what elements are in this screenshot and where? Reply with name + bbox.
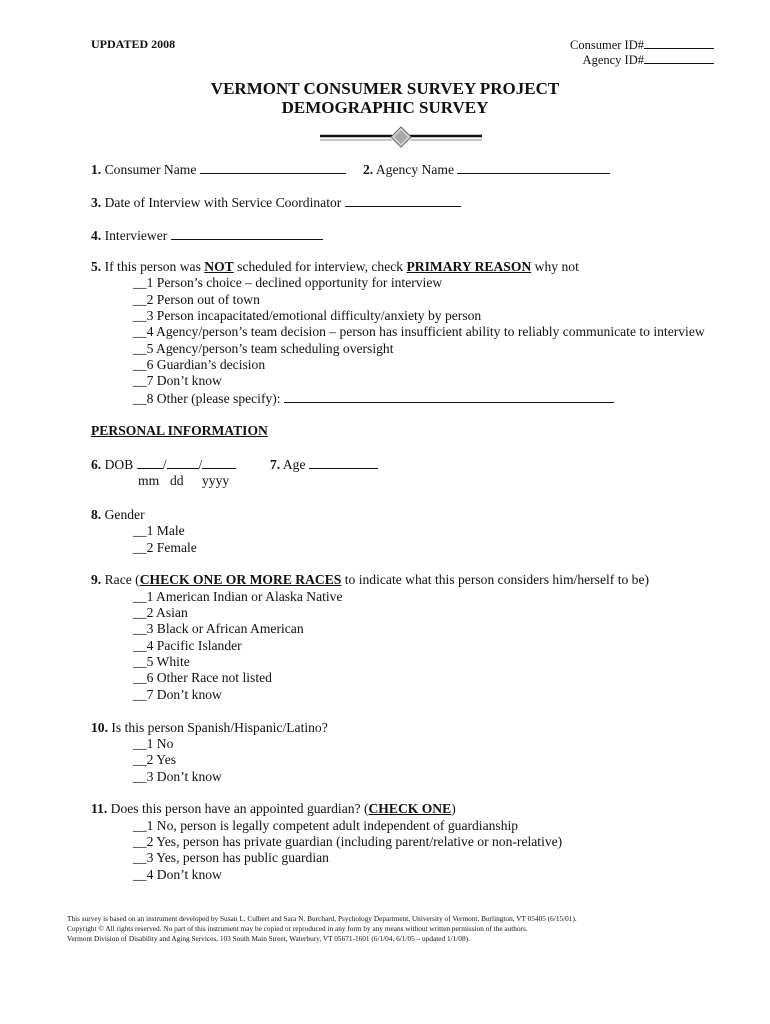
footer-line-3: Vermont Division of Disability and Aging Services, 103 South Main Street, Waterbury, VT 05671-1601 (6/1/04, 6/1/05 – updated 1/1/08). bbox=[67, 934, 470, 943]
q10-option-1[interactable]: __1 No bbox=[133, 736, 174, 751]
q11-text-pre: Does this person have an appointed guardian? ( bbox=[110, 801, 369, 816]
dob-dd-hint: dd bbox=[170, 473, 184, 488]
q9-number: 9. bbox=[91, 572, 102, 587]
q5-primary-reason-emphasis: PRIMARY REASON bbox=[406, 259, 532, 274]
q9-emphasis: CHECK ONE OR MORE RACES bbox=[139, 572, 342, 587]
q5-question bbox=[91, 259, 579, 275]
q10-number: 10. bbox=[91, 720, 108, 735]
q11-option-2[interactable]: __2 Yes, person has private guardian (including parent/relative or non-relative) bbox=[133, 834, 563, 849]
dob-mm-hint: mm bbox=[138, 473, 160, 488]
q2-label: Agency Name bbox=[375, 162, 454, 177]
q3-number: 3. bbox=[91, 195, 102, 210]
q5-number: 5. bbox=[91, 259, 102, 274]
updated-label: UPDATED 2008 bbox=[91, 37, 176, 51]
q3-label: Date of Interview with Service Coordinator bbox=[104, 195, 342, 210]
diamond-divider-icon bbox=[318, 126, 484, 148]
q9-option-2[interactable]: __2 Asian bbox=[133, 605, 188, 620]
q4-number: 4. bbox=[91, 228, 102, 243]
q11-emphasis: CHECK ONE bbox=[368, 801, 452, 816]
q5-text-pre: If this person was bbox=[104, 259, 205, 274]
q9-race bbox=[91, 572, 649, 588]
interview-date-line[interactable] bbox=[345, 194, 461, 207]
q5-option-8-label: __8 Other (please specify): bbox=[133, 391, 281, 406]
q10-hispanic bbox=[91, 720, 328, 736]
q9-option-4[interactable]: __4 Pacific Islander bbox=[133, 638, 242, 653]
q5-text-post: why not bbox=[531, 259, 579, 274]
personal-information-heading: PERSONAL INFORMATION bbox=[91, 423, 268, 438]
q10-option-3[interactable]: __3 Don’t know bbox=[133, 769, 222, 784]
q5-text-mid: scheduled for interview, check bbox=[233, 259, 407, 274]
q11-guardian bbox=[91, 801, 456, 817]
consumer-name-line[interactable] bbox=[200, 161, 346, 174]
q5-option-7[interactable]: __7 Don’t know bbox=[133, 373, 222, 388]
q8-option-2[interactable]: __2 Female bbox=[133, 540, 197, 555]
q5-option-1[interactable]: __1 Person’s choice – declined opportunity for interview bbox=[133, 275, 443, 290]
q8-option-1[interactable]: __1 Male bbox=[133, 523, 185, 538]
q11-option-1[interactable]: __1 No, person is legally competent adult independent of guardianship bbox=[133, 818, 519, 833]
interviewer-line[interactable] bbox=[171, 227, 323, 240]
q5-option-8[interactable] bbox=[133, 390, 614, 407]
q5-option-2[interactable]: __2 Person out of town bbox=[133, 292, 260, 307]
q9-text-pre: Race ( bbox=[104, 572, 140, 587]
q1-consumer-name bbox=[91, 161, 346, 178]
q6-dob bbox=[91, 456, 236, 473]
consumer-id-line[interactable] bbox=[644, 36, 714, 49]
dob-year-line[interactable] bbox=[202, 456, 236, 469]
q4-label: Interviewer bbox=[104, 228, 168, 243]
q8-number: 8. bbox=[91, 507, 102, 522]
q9-option-5[interactable]: __5 White bbox=[133, 654, 190, 669]
q4-interviewer bbox=[91, 227, 323, 244]
dob-day-line[interactable] bbox=[167, 456, 199, 469]
q9-text-post: to indicate what this person considers him/herself to be) bbox=[341, 572, 650, 587]
agency-id-label: Agency ID# bbox=[582, 53, 644, 67]
other-specify-line[interactable] bbox=[284, 390, 614, 403]
q1-label: Consumer Name bbox=[104, 162, 197, 177]
q11-number: 11. bbox=[91, 801, 108, 816]
consumer-id-label: Consumer ID# bbox=[570, 38, 644, 52]
dob-month-line[interactable] bbox=[137, 456, 163, 469]
q2-agency-name bbox=[363, 161, 610, 178]
q5-option-6[interactable]: __6 Guardian’s decision bbox=[133, 357, 266, 372]
q5-option-3[interactable]: __3 Person incapacitated/emotional difficulty/anxiety by person bbox=[133, 308, 482, 323]
q11-option-4[interactable]: __4 Don’t know bbox=[133, 867, 222, 882]
q5-option-5[interactable]: __5 Agency/person’s team scheduling oversight bbox=[133, 341, 394, 356]
q5-not-emphasis: NOT bbox=[204, 259, 234, 274]
q5-option-4[interactable]: __4 Agency/person’s team decision – person has insufficient ability to reliably communicate to interview bbox=[133, 324, 705, 339]
dob-separator-2: / bbox=[198, 457, 203, 472]
dob-separator-1: / bbox=[162, 457, 167, 472]
q8-label: Gender bbox=[104, 507, 145, 522]
q7-number: 7. bbox=[270, 457, 281, 472]
footer-line-2: Copyright © All rights reserved. No part of this instrument may be copied or reproduced in any form by any means without written permission of the authors. bbox=[67, 924, 528, 933]
q6-label: DOB bbox=[104, 457, 134, 472]
q8-gender bbox=[91, 507, 145, 523]
q7-age bbox=[270, 456, 378, 473]
q6-number: 6. bbox=[91, 457, 102, 472]
q1-number: 1. bbox=[91, 162, 102, 177]
age-line[interactable] bbox=[309, 456, 378, 469]
q2-number: 2. bbox=[363, 162, 374, 177]
q10-label: Is this person Spanish/Hispanic/Latino? bbox=[111, 720, 328, 735]
q7-label: Age bbox=[282, 457, 306, 472]
dob-yyyy-hint: yyyy bbox=[202, 473, 230, 488]
q9-option-1[interactable]: __1 American Indian or Alaska Native bbox=[133, 589, 343, 604]
q9-option-6[interactable]: __6 Other Race not listed bbox=[133, 670, 272, 685]
survey-title-line1: VERMONT CONSUMER SURVEY PROJECT bbox=[210, 79, 560, 98]
q10-option-2[interactable]: __2 Yes bbox=[133, 752, 177, 767]
q11-text-post: ) bbox=[451, 801, 456, 816]
agency-id-field[interactable] bbox=[583, 51, 714, 68]
footer-line-1: This survey is based on an instrument developed by Susan L. Culbert and Sara N. Burchard, Psychology Department, University of Vermont, Burlington, VT 05405 (6/15/01). bbox=[67, 914, 577, 923]
agency-id-line[interactable] bbox=[644, 51, 714, 64]
q11-option-3[interactable]: __3 Yes, person has public guardian bbox=[133, 850, 329, 865]
q9-option-3[interactable]: __3 Black or African American bbox=[133, 621, 304, 636]
agency-name-line[interactable] bbox=[457, 161, 610, 174]
q3-interview-date bbox=[91, 194, 461, 211]
q9-option-7[interactable]: __7 Don’t know bbox=[133, 687, 222, 702]
survey-title-line2: DEMOGRAPHIC SURVEY bbox=[281, 98, 489, 117]
